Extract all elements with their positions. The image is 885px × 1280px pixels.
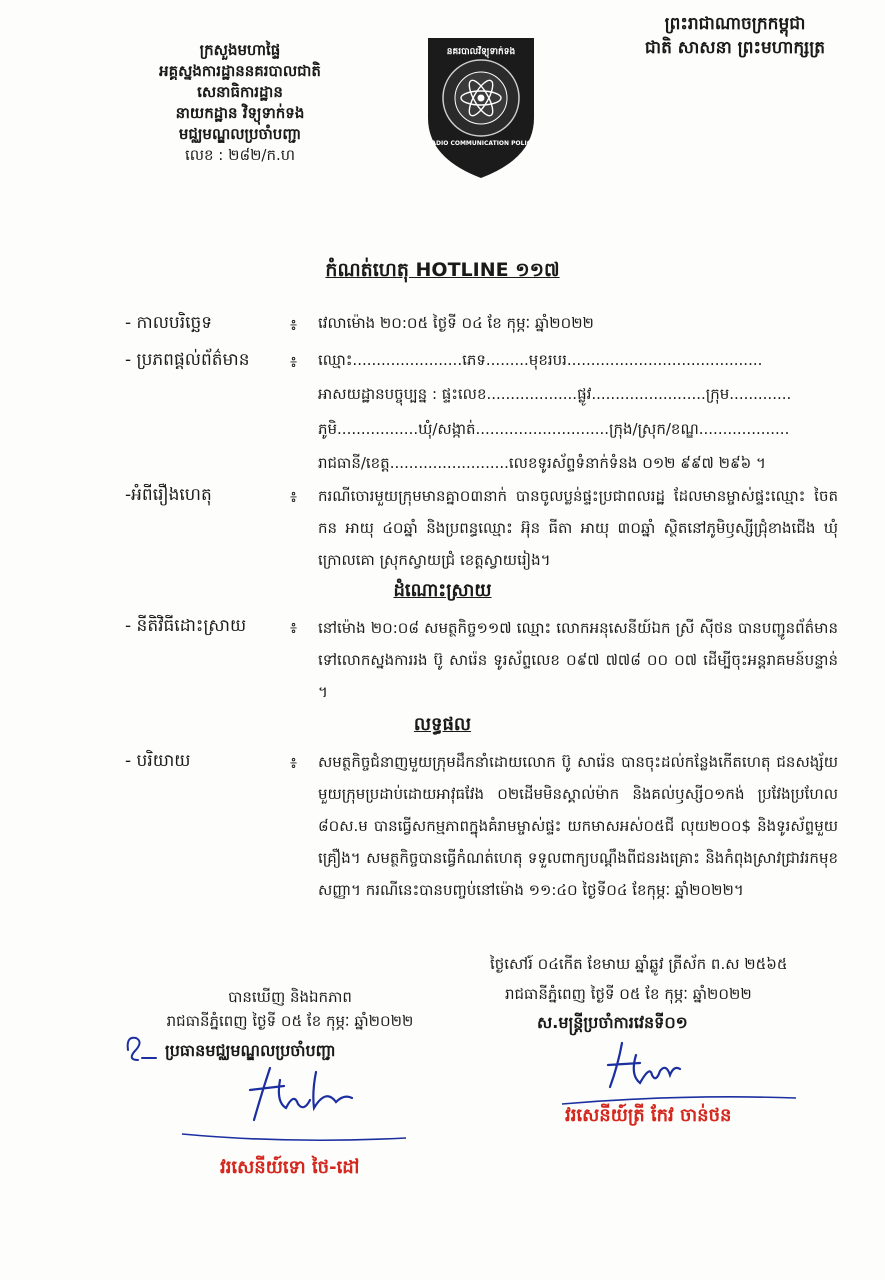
- right-signature: [600, 1035, 710, 1099]
- logo-top-text: នគរបាលវិទ្យុទាក់ទង: [446, 47, 516, 57]
- informant-colon: ៖: [290, 352, 298, 371]
- informant-name-line: ឈ្មោះ.......................ភេទ.........មុខរបរ.........................................: [318, 351, 763, 369]
- center-line: មជ្ឈមណ្ឌលប្រចាំបញ្ជា: [178, 125, 302, 143]
- report-title: កំណត់ហេតុ HOTLINE ១១៧: [325, 259, 560, 281]
- lunar-date: ថ្ងៃសៅរ៍ ០៤កើត ខែមាឃ ឆ្នាំឆ្លូវ ត្រីស័ក ព.ស ២៥៦៥: [490, 955, 788, 973]
- left-officer-name: វរសេនីយ៍ទោ ថៃ-ដៅ: [220, 1157, 360, 1178]
- ministry-header: [110, 40, 370, 166]
- solution-heading: ដំណោះស្រាយ: [393, 580, 492, 601]
- right-officer-name: វរសេនីយ៍ត្រី កែវ ចាន់ថន: [565, 1105, 732, 1126]
- ministry-line: ក្រសួងមហាផ្ទៃ: [199, 41, 281, 59]
- kingdom-line: ព្រះរាជាណាចក្រកម្ពុជា: [664, 14, 806, 34]
- left-signature: [240, 1062, 370, 1130]
- report-label: - បរិយាយ: [125, 751, 191, 771]
- motto-line: ជាតិ សាសនា ព្រះមហាក្សត្រ: [644, 38, 826, 58]
- informant-village-line: ភូមិ.................ឃុំ/សង្កាត់............................ក្រុង/ស្រុក/ខណ្ឌ...................: [318, 420, 790, 438]
- incident-colon: ៖: [290, 487, 298, 506]
- approval-date: រាជធានីភ្នំពេញ ថ្ងៃទី ០៥ ខែ កុម្ភៈ ឆ្នាំ២០២២: [166, 1012, 414, 1030]
- directorate-line: នាយកដ្ឋាន វិទ្យុទាក់ទង: [175, 104, 305, 122]
- approval-seen: បានឃើញ និងឯកភាព: [228, 988, 352, 1006]
- report-text: សមត្ថកិច្ចជំនាញមួយក្រុមដឹកនាំដោយលោក ប៊ូ សារ៉េន បានចុះដល់កន្លែងកើតហេតុ ជនសង្ស័យមួយក្រុមប្រដាប់ដោយអាវុធវែង ០២ដើមមិនស្គាល់ម៉ាក និងគល់ឫស្សី០១កង់ ប្រវែងប្រហែល ៨០ស.ម បានធ្វើសកម្មភាពក្នុងគំរាមម្ចាស់ផ្ទះ យកមាសអស់០៥ជី លុយ២០០$ និងទូរស័ព្ទមួយគ្រឿង។ សមត្ថកិច្ចបានធ្វើកំណត់ហេតុ ទទួលពាក្យបណ្តឹងពីជនរងគ្រោះ និងកំពុងស្រាវជ្រាវរកមុខសញ្ញា។ ករណីនេះបានបញ្ចប់នៅម៉ោង ១១:៤០ ថ្ងៃទី០៤ ខែកុម្ភៈ ឆ្នាំ២០២២។: [318, 753, 838, 899]
- procedure-text: នៅម៉ោង ២០:០៨ សមត្ថកិច្ច១១៧ ឈ្មោះ លោកអនុសេនីយ៍ឯក ស្រី ស៊ីថន បានបញ្ជូនព័ត៌មានទៅលោកស្នងការរង ប៊ូ សារ៉េន ទូរស័ព្ទលេខ ០៩៧ ៧៧៨ ០០ ០៧ ដើម្បីចុះអន្តរាគមន៍បន្ទាន់ ។: [318, 619, 838, 701]
- report-colon: ៖: [290, 753, 298, 772]
- right-sign-date: រាជធានីភ្នំពេញ ថ្ងៃទី ០៥ ខែ កុម្ភៈ ឆ្នាំ២០២២: [505, 985, 752, 1003]
- reference-number: លេខ : ២៨២/ក.ហ: [184, 146, 296, 164]
- logo-bottom-text: RADIO COMMUNICATION POLICE: [426, 140, 536, 147]
- department-line: អគ្គស្នងការដ្ឋាននគរបាលជាតិ: [159, 62, 321, 80]
- kingdom-header: [610, 12, 860, 60]
- result-heading: លទ្ធផល: [413, 714, 472, 735]
- staff-line: សេនាធិការដ្ឋាន: [197, 83, 283, 101]
- procedure-label: - នីតិវិធីដោះស្រាយ: [125, 616, 247, 636]
- informant-label: - ប្រភពផ្តល់ព័ត៌មាន: [125, 350, 250, 370]
- date-colon: ៖: [290, 315, 298, 334]
- incident-label: -អំពីរឿងហេតុ: [125, 485, 212, 505]
- left-initials: [122, 1030, 162, 1070]
- informant-phone-line: រាជធានី/ខេត្ត.........................លេខទូរស័ព្ទទំនាក់ទំនង ០១២ ៩៩៧ ២៩៦ ។: [318, 454, 766, 472]
- date-value: វេលាម៉ោង ២០:០៥ ថ្ងៃទី ០៤ ខែ កុម្ភៈ ឆ្នាំ២០២២: [318, 314, 594, 332]
- police-logo: [418, 30, 544, 180]
- approval-block: [140, 985, 440, 1033]
- incident-text: ករណីចោរមួយក្រុមមានគ្នា០៣នាក់ បានចូលប្លន់ផ្ទះប្រជាពលរដ្ឋ ដែលមានម្ចាស់ផ្ទះឈ្មោះ ចៃត កន អាយុ ៤០ឆ្នាំ និងប្រពន្ធឈ្មោះ អ៊ុន ធីតា អាយុ ៣០ឆ្នាំ ស្ថិតនៅភូមិឫស្សីជ្រុំខាងជើង ឃុំក្រោលគោ ស្រុកស្វាយជ្រំ ខេត្តស្វាយរៀង។: [318, 487, 838, 569]
- duty-officer-title: ស.មន្ត្រីប្រចាំការវេនទី០១: [537, 1013, 688, 1032]
- date-label: - កាលបរិច្ឆេទ: [125, 313, 213, 333]
- procedure-colon: ៖: [290, 618, 298, 637]
- center-chief-title: ប្រធានមជ្ឈមណ្ឌលប្រចាំបញ្ជា: [165, 1041, 336, 1060]
- left-sign-line: [180, 1128, 410, 1148]
- informant-address-line: អាសយដ្ឋានបច្ចុប្បន្ន : ផ្ទះលេខ...................ផ្លូវ........................ក្រុម.............: [318, 385, 792, 403]
